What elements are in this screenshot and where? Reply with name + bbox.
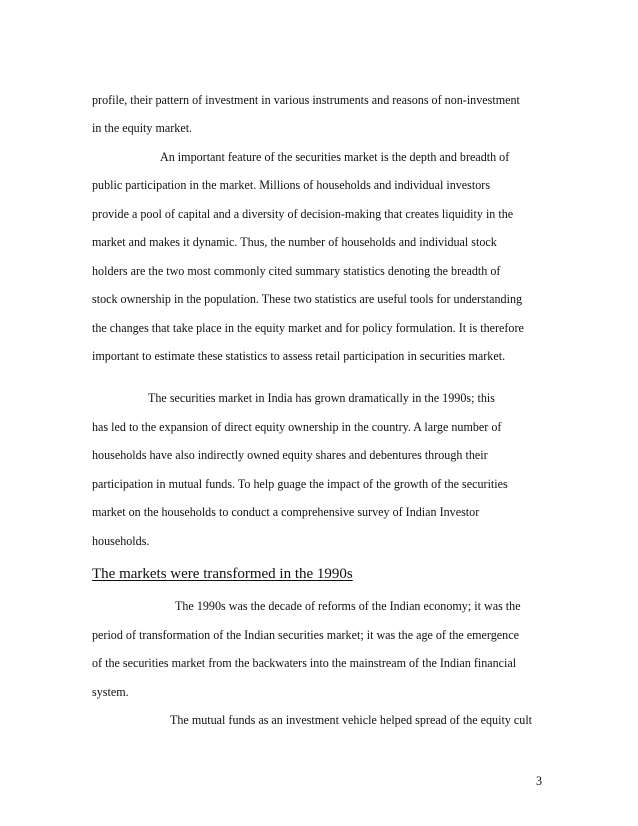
body-text-line: in the equity market. <box>92 121 193 135</box>
body-text-line: period of transformation of the Indian securities market; it was the age of the emergence <box>92 628 519 642</box>
page-number: 3 <box>536 774 543 788</box>
body-text-line: has led to the expansion of direct equity ownership in the country. A large number of <box>92 420 502 434</box>
body-text-line: market on the households to conduct a comprehensive survey of Indian Investor <box>92 505 480 519</box>
body-text-line: The 1990s was the decade of reforms of the Indian economy; it was the <box>175 599 521 613</box>
body-text-line: The securities market in India has grown dramatically in the 1990s; this <box>148 391 495 405</box>
body-text-line: of the securities market from the backwaters into the mainstream of the Indian financial <box>92 656 517 670</box>
body-text-line: households have also indirectly owned equity shares and debentures through their <box>92 448 488 462</box>
body-text-line: stock ownership in the population. These two statistics are useful tools for understanding <box>92 292 523 306</box>
body-text-line: important to estimate these statistics to assess retail participation in securities market. <box>92 349 506 363</box>
body-text-line: public participation in the market. Millions of households and individual investors <box>92 178 491 192</box>
body-text-line: the changes that take place in the equity market and for policy formulation. It is therefore <box>92 321 524 335</box>
body-text-line: profile, their pattern of investment in various instruments and reasons of non-investment <box>92 93 520 107</box>
body-text-line: The mutual funds as an investment vehicle helped spread of the equity cult <box>170 713 533 727</box>
body-text-line: holders are the two most commonly cited summary statistics denoting the breadth of <box>92 264 501 278</box>
body-text-line: system. <box>92 685 129 699</box>
body-text-line: participation in mutual funds. To help guage the impact of the growth of the securities <box>92 477 508 491</box>
body-text-line: households. <box>92 534 150 548</box>
body-text-line: An important feature of the securities market is the depth and breadth of <box>160 150 510 164</box>
section-heading: The markets were transformed in the 1990s <box>92 566 353 582</box>
body-text-line: market and makes it dynamic. Thus, the number of households and individual stock <box>92 235 497 249</box>
body-text-line: provide a pool of capital and a diversity of decision-making that creates liquidity in the <box>92 207 514 221</box>
